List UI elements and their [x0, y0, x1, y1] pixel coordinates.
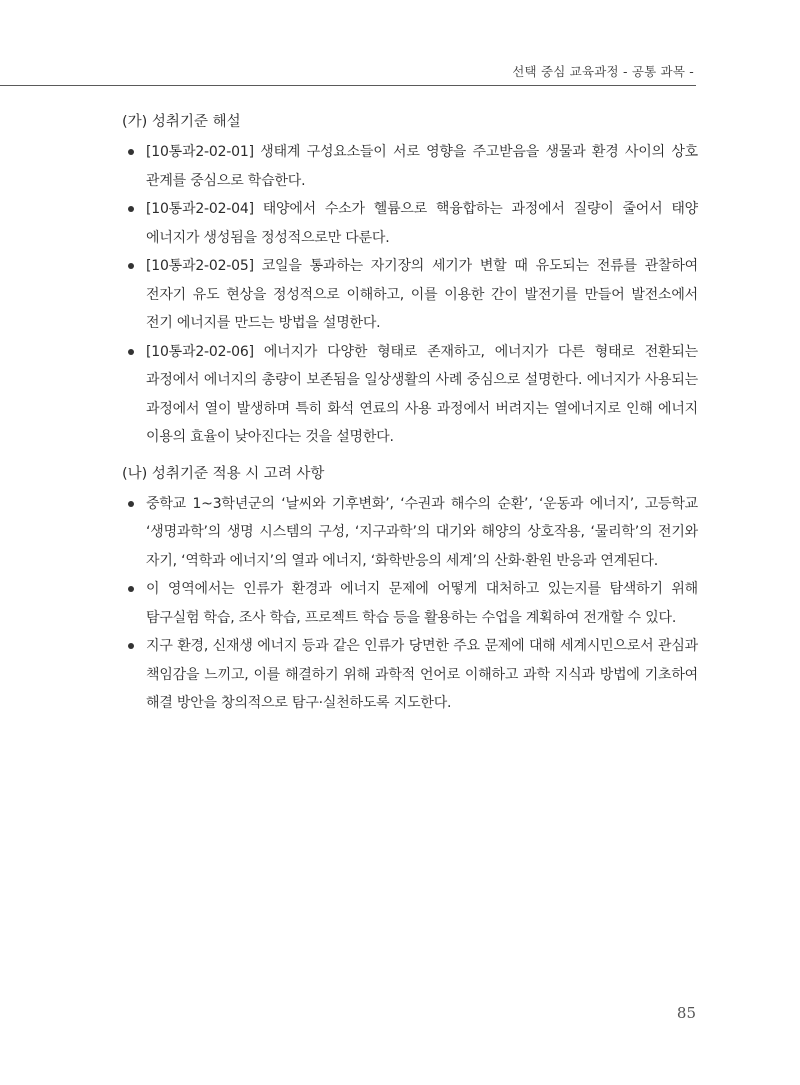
list-item: [122, 490, 698, 576]
list-item-text: [10통과2-02-05] 코일을 통과하는 자기장의 세기가 변할 때 유도되는 전류를 관찰하여 전자기 유도 현상을 정성적으로 이해하고, 이를 이용한 간이 발전기를 만들어 발전소에서 전기 에너지를 만드는 방법을 설명한다.: [146, 258, 698, 331]
section-considerations: [122, 460, 698, 718]
list-item-text: [10통과2-02-01] 생태계 구성요소들이 서로 영향을 주고받음을 생물과 환경 사이의 상호 관계를 중심으로 학습한다.: [146, 144, 698, 189]
bullet-icon: [128, 149, 134, 155]
header-rule: [0, 85, 696, 86]
bullet-list: [122, 490, 698, 718]
list-item-text: 중학교 1~3학년군의 ‘날씨와 기후변화’, ‘수권과 해수의 순환’, ‘운동과 에너지’, 고등학교 ‘생명과학’의 생명 시스템의 구성, ‘지구과학’의 대기와 해양의 상호작용, ‘물리학’의 전기와 자기, ‘역학과 에너지’의 열과 에너지, ‘화학반응의 세계’의 산화·환원 반응과 연계된다.: [146, 495, 698, 569]
section-explanation: [122, 108, 698, 452]
list-item: [122, 252, 698, 338]
list-item: [122, 195, 698, 252]
bullet-icon: [128, 586, 134, 592]
list-item-text: 지구 환경, 신재생 에너지 등과 같은 인류가 당면한 주요 문제에 대해 세계시민으로서 관심과 책임감을 느끼고, 이를 해결하기 위해 과학적 언어로 이해하고 과학 지식과 방법에 기초하여 해결 방안을 창의적으로 탐구·실천하도록 지도한다.: [146, 638, 698, 711]
section-title: (나) 성취기준 적용 시 고려 사항: [122, 465, 325, 482]
bullet-icon: [128, 349, 134, 355]
list-item: [122, 138, 698, 195]
bullet-icon: [128, 501, 134, 507]
list-item-text: [10통과2-02-04] 태양에서 수소가 헬륨으로 핵융합하는 과정에서 질량이 줄어서 태양 에너지가 생성됨을 정성적으로만 다룬다.: [146, 201, 698, 246]
bullet-icon: [128, 263, 134, 269]
bullet-list: [122, 138, 698, 452]
list-item-text: [10통과2-02-06] 에너지가 다양한 형태로 존재하고, 에너지가 다른 형태로 전환되는 과정에서 에너지의 총량이 보존됨을 일상생활의 사례 중심으로 설명한다. 에너지가 사용되는 과정에서 열이 발생하며 특히 화석 연료의 사용 과정에서 버려지는 열에너지로 인해 에너지 이용의 효율이 낮아진다는 것을 설명한다.: [146, 343, 698, 445]
running-header-text: 선택 중심 교육과정 - 공통 과목 -: [512, 64, 694, 79]
list-item: [122, 575, 698, 632]
list-item: [122, 338, 698, 452]
list-item-text: 이 영역에서는 인류가 환경과 에너지 문제에 어떻게 대처하고 있는지를 탐색하기 위해 탐구실험 학습, 조사 학습, 프로젝트 학습 등을 활용하는 수업을 계획하여 전개할 수 있다.: [146, 581, 698, 626]
list-item: [122, 632, 698, 718]
bullet-icon: [128, 206, 134, 212]
page-content: [122, 108, 698, 726]
page-header: [0, 60, 800, 86]
page-number: 85: [676, 1004, 696, 1022]
section-title: (가) 성취기준 해설: [122, 114, 241, 130]
bullet-icon: [128, 643, 134, 649]
